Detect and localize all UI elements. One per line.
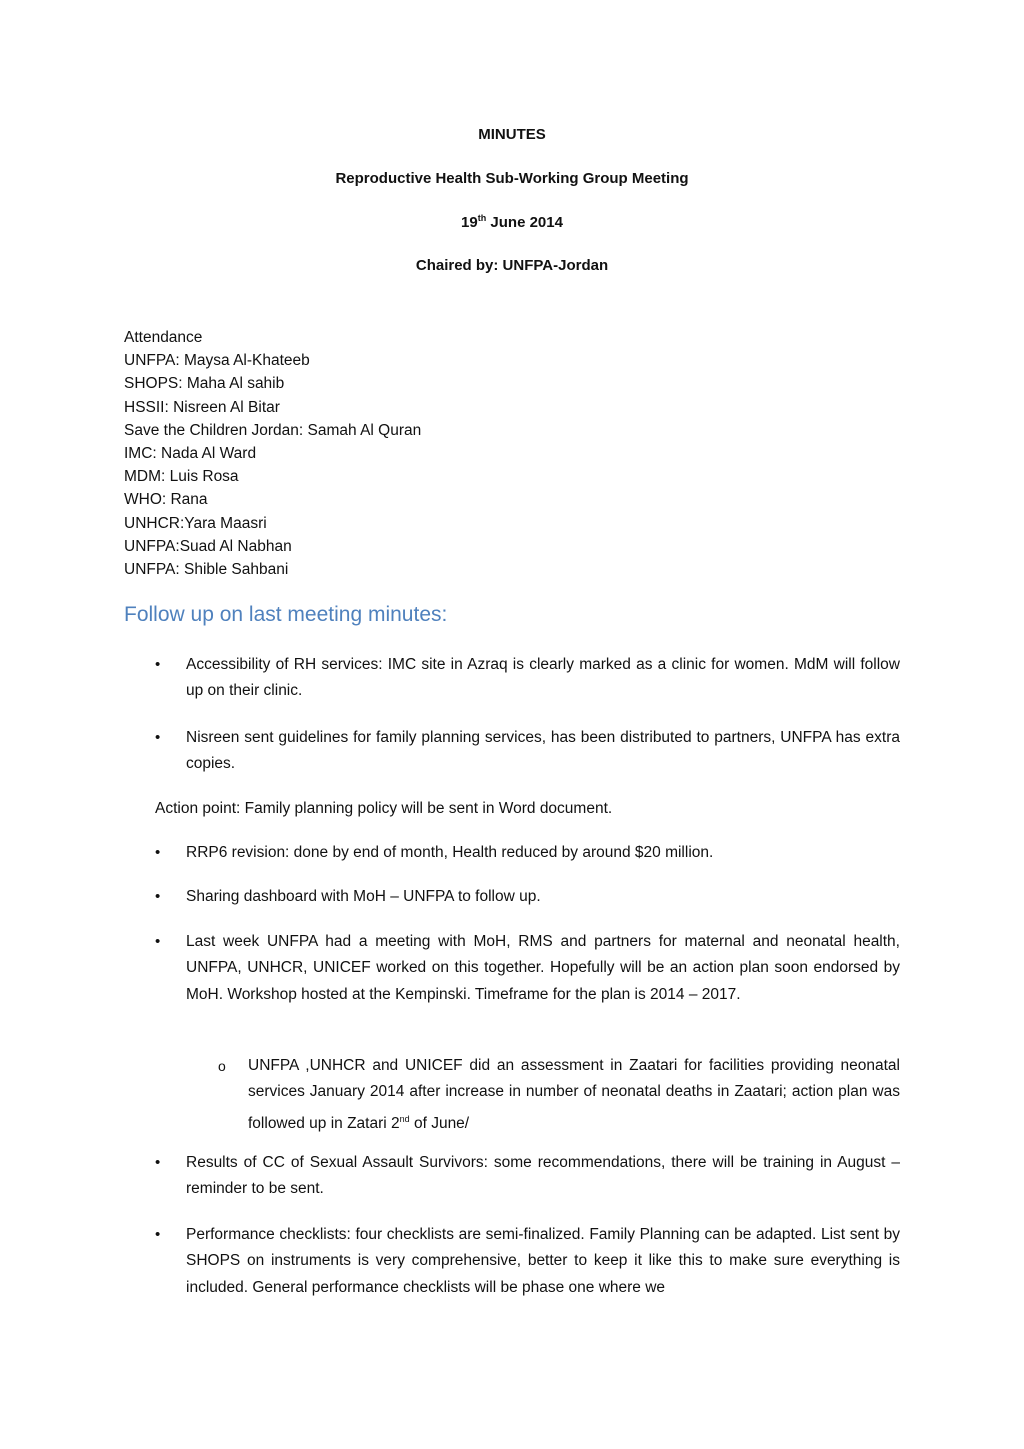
- bullet-item-cc-results: Results of CC of Sexual Assault Survivors: some recommendations, there will be training in August – reminder to be sent.: [186, 1154, 900, 1198]
- bullet-icon: •: [155, 888, 161, 905]
- sub-bullet-text-end: of June/: [409, 1114, 470, 1132]
- attendance-entry: UNHCR:Yara Maasri: [124, 514, 267, 532]
- attendance-entry: UNFPA: Shible Sahbani: [124, 561, 289, 579]
- date-rest: June 2014: [486, 214, 563, 231]
- bullet-icon: •: [155, 729, 161, 746]
- attendance-entry: HSSII: Nisreen Al Bitar: [124, 398, 280, 416]
- bullet-icon: •: [155, 933, 161, 950]
- sub-bullet-icon: o: [218, 1058, 226, 1074]
- bullet-icon: •: [155, 656, 161, 673]
- sub-bullet-text: UNFPA ,UNHCR and UNICEF did an assessment in Zaatari for facilities providing neonatal services January 2014 after increase in number of neonatal deaths in Zaatari; action plan was followed up in Zatari 2: [248, 1057, 900, 1132]
- bullet-icon: •: [155, 1226, 161, 1243]
- attendance-entry: MDM: Luis Rosa: [124, 468, 239, 486]
- bullet-item-guidelines: Nisreen sent guidelines for family planning services, has been distributed to partners, UNFPA has extra copies.: [186, 729, 900, 773]
- bullet-icon: •: [155, 844, 161, 861]
- bullet-item-rrp6: RRP6 revision: done by end of month, Health reduced by around $20 million.: [186, 844, 714, 861]
- chaired-by: Chaired by: UNFPA-Jordan: [415, 257, 609, 274]
- attendance-entry: UNFPA: Maysa Al-Khateeb: [124, 352, 310, 370]
- meeting-date: [0, 213, 1024, 231]
- sub-bullet-item-assessment: [248, 1053, 900, 1137]
- attendance-entry: WHO: Rana: [124, 491, 208, 509]
- attendance-entry: UNFPA:Suad Al Nabhan: [124, 537, 292, 555]
- document-title: MINUTES: [478, 126, 546, 143]
- bullet-item-checklists: Performance checklists: four checklists are semi-finalized. Family Planning can be adapted. List sent by SHOPS on instruments is very comprehensive, better to keep it like this to make sure everything is included. General performance checklists will be phase one where we: [186, 1226, 900, 1296]
- attendance-label: Attendance: [124, 329, 203, 346]
- ordinal-suffix: nd: [399, 1113, 410, 1124]
- attendance-entry: SHOPS: Maha Al sahib: [124, 375, 285, 393]
- attendance-entry: Save the Children Jordan: Samah Al Quran: [124, 421, 422, 439]
- attendance-entry: IMC: Nada Al Ward: [124, 445, 257, 463]
- bullet-icon: •: [155, 1154, 161, 1171]
- bullet-item-dashboard: Sharing dashboard with MoH – UNFPA to follow up.: [186, 888, 541, 905]
- date-suffix: th: [477, 213, 487, 223]
- bullet-item-maternal-health: Last week UNFPA had a meeting with MoH, RMS and partners for maternal and neonatal health, UNFPA, UNHCR, UNICEF worked on this together. Hopefully will be an action plan soon endorsed by MoH. Workshop hosted at the Kempinski. Timeframe for the plan is 2014 – 2017.: [186, 933, 900, 1003]
- action-point: Action point: Family planning policy will be sent in Word document.: [155, 800, 613, 817]
- bullet-item-accessibility: Accessibility of RH services: IMC site in Azraq is clearly marked as a clinic for women. MdM will follow up on their clinic.: [186, 656, 900, 700]
- section-heading-followup: Follow up on last meeting minutes:: [124, 603, 448, 626]
- meeting-name: Reproductive Health Sub-Working Group Meeting: [335, 170, 689, 187]
- date-day: 19: [461, 214, 478, 231]
- attendance-list: [124, 326, 421, 581]
